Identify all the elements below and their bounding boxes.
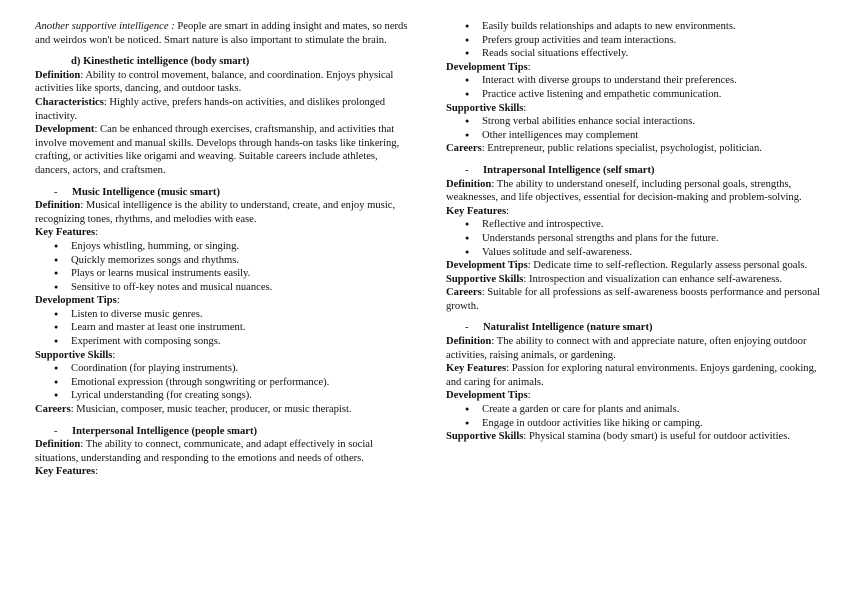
tips-label: Development Tips xyxy=(446,260,528,272)
features-label: Key Features xyxy=(446,205,507,217)
features-label: Key Features xyxy=(446,363,507,375)
heading-text: Naturalist Intelligence (nature smart) xyxy=(483,322,653,334)
list-item: ● Reads social situations effectively. xyxy=(446,47,826,61)
careers-label: Careers xyxy=(35,404,71,416)
definition-text: : The ability to connect with and appreciate nature, often enjoying outdoor activities, raising animals, or gardening. xyxy=(446,336,807,361)
list-item: ● Lyrical understanding (for creating songs). xyxy=(35,389,410,403)
music-features-label xyxy=(35,226,410,240)
definition-text: : Ability to control movement, balance, and coordination. Enjoys physical activities like sports, dancing, and outdoor tasks. xyxy=(35,69,394,95)
list-item: ● Learn and master at least one instrument. xyxy=(35,321,410,335)
list-item: ● Engage in outdoor activities like hiking or camping. xyxy=(446,417,826,431)
label-colon: : xyxy=(527,61,531,73)
list-item: ● Experiment with composing songs. xyxy=(35,335,410,349)
kinesthetic-heading: d) Kinesthetic intelligence (body smart) xyxy=(71,56,250,68)
interpersonal-definition xyxy=(35,438,410,465)
intrapersonal-features-list xyxy=(446,218,826,259)
naturalist-definition xyxy=(446,335,826,362)
list-item: ● Other intelligences may complement xyxy=(446,129,826,143)
list-item: ● Create a garden or care for plants and animals. xyxy=(446,403,826,417)
definition-label: Definition xyxy=(35,69,81,81)
skills-text: : Physical stamina (body smart) is useful for outdoor activities. xyxy=(523,431,790,443)
interpersonal-skills-label xyxy=(446,102,826,116)
list-item: ● Emotional expression (through songwriting or performance). xyxy=(35,376,410,390)
tips-label: Development Tips xyxy=(446,61,528,73)
list-item: ● Practice active listening and empathetic communication. xyxy=(446,88,826,102)
list-item: ● Sensitive to off-key notes and musical nuances. xyxy=(35,281,410,295)
careers-text: : Entrepreneur, public relations specialist, psychologist, politician. xyxy=(481,143,762,155)
label-colon: : xyxy=(506,205,510,217)
skills-label: Supportive Skills xyxy=(446,273,524,285)
development-label: Development xyxy=(35,124,95,136)
list-item: ● Easily builds relationships and adapts to new environments. xyxy=(446,20,826,34)
characteristics-text: : Highly active, prefers hands-on activities, and dislikes prolonged inactivity. xyxy=(35,96,386,122)
careers-text: : Musician, composer, music teacher, producer, or music therapist. xyxy=(70,404,352,416)
interpersonal-skills-list xyxy=(446,115,826,142)
list-item: ● Coordination (for playing instruments). xyxy=(35,362,410,376)
intrapersonal-tips xyxy=(446,259,826,273)
right-column xyxy=(446,20,826,444)
careers-label: Careers xyxy=(446,287,482,299)
label-colon: : xyxy=(112,349,116,361)
interpersonal-tips-label xyxy=(446,61,826,75)
heading-dash: - xyxy=(54,425,58,437)
list-item: ● Strong verbal abilities enhance social interactions. xyxy=(446,115,826,129)
label-colon: : xyxy=(95,227,99,239)
label-colon: : xyxy=(527,390,531,402)
intrapersonal-definition xyxy=(446,178,826,205)
definition-text: : Musical intelligence is the ability to understand, create, and enjoy music, recognizing tones, rhythms, and melodies with ease. xyxy=(35,200,396,225)
interpersonal-features-list xyxy=(446,20,826,61)
music-features-list xyxy=(35,240,410,294)
tips-label: Development Tips xyxy=(446,390,528,402)
skills-label: Supportive Skills xyxy=(35,349,113,361)
list-item: ● Listen to diverse music genres. xyxy=(35,308,410,322)
intro-paragraph xyxy=(35,20,410,47)
skills-label: Supportive Skills xyxy=(446,102,524,114)
heading-text: Interpersonal Intelligence (people smart) xyxy=(72,425,258,437)
list-item: ● Plays or learns musical instruments easily. xyxy=(35,267,410,281)
heading-text: Intrapersonal Intelligence (self smart) xyxy=(483,164,655,176)
skills-label: Supportive Skills xyxy=(446,431,524,443)
definition-label: Definition xyxy=(35,439,81,451)
intro-italic: Another supportive intelligence xyxy=(35,21,169,32)
naturalist-tips-list xyxy=(446,403,826,430)
list-item: ● Reflective and introspective. xyxy=(446,218,826,232)
kinesthetic-development xyxy=(35,123,410,177)
intrapersonal-heading xyxy=(446,164,826,178)
list-item: ● Understands personal strengths and plans for the future. xyxy=(446,232,826,246)
list-item: ● Quickly memorizes songs and rhythms. xyxy=(35,254,410,268)
development-text: : Can be enhanced through exercises, craftsmanship, and activities that involve movement and manual skills. Develops through hands-on tasks like tinkering, crafting, or activities like origami and weaving. Suitable careers include athletes, dancers, actors, and craftsmen. xyxy=(35,124,400,176)
naturalist-skills xyxy=(446,430,826,444)
interpersonal-tips-list xyxy=(446,74,826,101)
intro-text: People are smart in adding insight and mates, so nerds and weirdos won't be noticed. Smart nature is also important to stimulate the brain. xyxy=(35,21,408,46)
naturalist-heading xyxy=(446,321,826,335)
features-label: Key Features xyxy=(35,227,96,239)
heading-dash: - xyxy=(54,186,58,198)
tips-text: : Dedicate time to self-reflection. Regularly assess personal goals. xyxy=(527,260,808,272)
intrapersonal-skills xyxy=(446,273,826,287)
interpersonal-heading xyxy=(35,425,410,439)
careers-text: : Suitable for all professions as self-awareness boosts performance and personal growth. xyxy=(446,287,820,312)
label-colon: : xyxy=(523,102,527,114)
intro-colon: : xyxy=(168,21,178,32)
intrapersonal-careers xyxy=(446,286,826,313)
naturalist-features xyxy=(446,362,826,389)
features-text: : Passion for exploring natural environments. Enjoys gardening, cooking, and caring for animals. xyxy=(446,363,817,388)
list-item: ● Values solitude and self-awareness. xyxy=(446,246,826,260)
list-item: ● Prefers group activities and team interactions. xyxy=(446,34,826,48)
music-tips-label xyxy=(35,294,410,308)
heading-dash: - xyxy=(465,322,469,334)
careers-label: Careers xyxy=(446,143,482,155)
music-tips-list xyxy=(35,308,410,349)
label-colon: : xyxy=(116,295,120,307)
definition-text: : The ability to understand oneself, including personal goals, strengths, weaknesses, and life objectives, essential for decision-making and problem-solving. xyxy=(446,178,802,204)
tips-label: Development Tips xyxy=(35,295,117,307)
kinesthetic-characteristics xyxy=(35,96,410,123)
list-item: ● Enjoys whistling, humming, or singing. xyxy=(35,240,410,254)
interpersonal-features-label xyxy=(35,465,410,479)
characteristics-label: Characteristics xyxy=(35,96,104,108)
music-skills-label xyxy=(35,349,410,363)
definition-label: Definition xyxy=(35,200,81,212)
left-column xyxy=(35,20,410,479)
definition-text: : The ability to connect, communicate, and adapt effectively in social situations, understanding and responding to the emotions and needs of others. xyxy=(35,439,373,464)
intrapersonal-features-label xyxy=(446,205,826,219)
skills-text: : Introspection and visualization can enhance self-awareness. xyxy=(523,273,782,285)
music-careers xyxy=(35,403,410,417)
heading-dash: - xyxy=(465,164,469,176)
music-skills-list xyxy=(35,362,410,403)
music-definition xyxy=(35,199,410,226)
naturalist-tips-label xyxy=(446,389,826,403)
music-heading xyxy=(35,186,410,200)
definition-label: Definition xyxy=(446,178,492,190)
heading-text: Music Intelligence (music smart) xyxy=(72,186,220,198)
list-item: ● Interact with diverse groups to understand their preferences. xyxy=(446,74,826,88)
features-label: Key Features xyxy=(35,466,96,478)
label-colon: : xyxy=(95,466,99,478)
interpersonal-careers xyxy=(446,142,826,156)
kinesthetic-definition xyxy=(35,69,410,96)
definition-label: Definition xyxy=(446,336,492,348)
